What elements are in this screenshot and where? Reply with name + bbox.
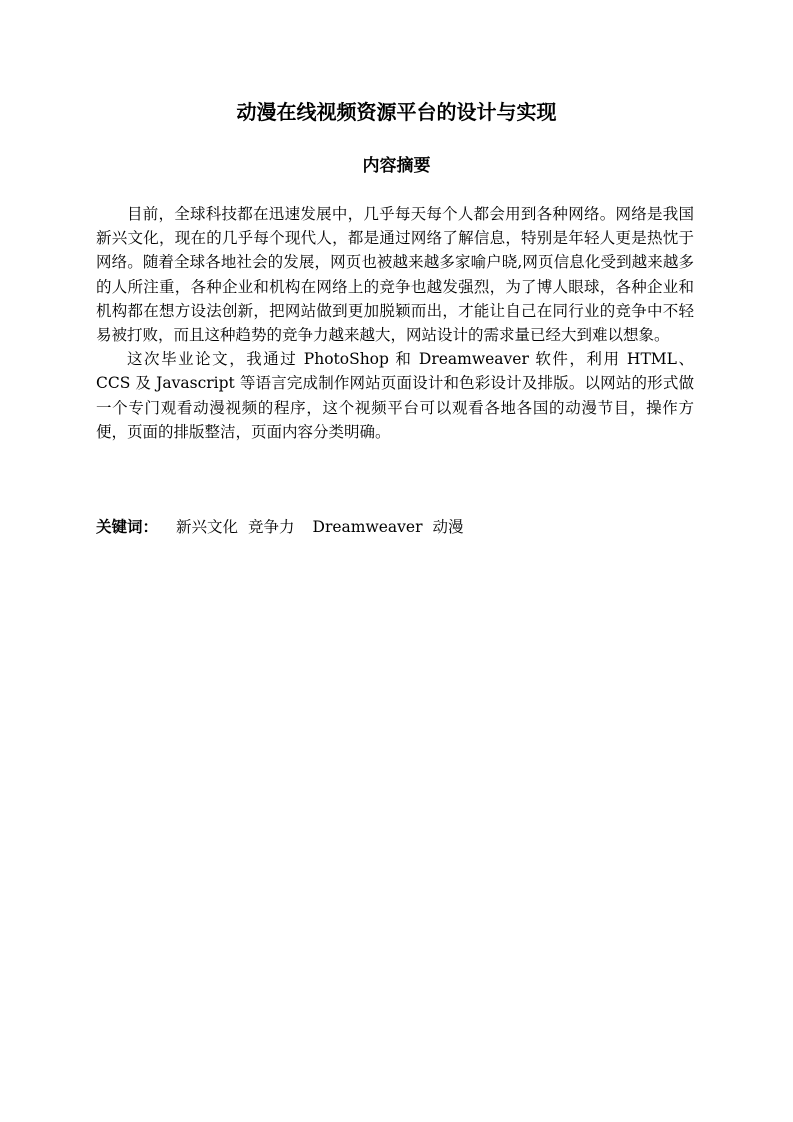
abstract-paragraph-2: 这次毕业论文，我通过 PhotoShop 和 Dreamweaver 软件，利用 HTML、CCS 及 Javascript 等语言完成制作网站页面设计和色彩设计及排版。以网站的形式做一个专门观看动漫视频的程序，这个视频平台可以观看各地各国的动漫节目，操作方便，页面的排版整洁，页面内容分类明确。 [96, 350, 694, 441]
abstract-body [96, 202, 694, 444]
keywords-label: 关键词： [96, 518, 159, 536]
document-title: 动漫在线视频资源平台的设计与实现 [236, 100, 557, 124]
keyword-item: 新兴文化 [176, 518, 239, 536]
keywords-line [96, 515, 474, 539]
keyword-item: Dreamweaver [312, 518, 423, 536]
abstract-paragraph-1: 目前，全球科技都在迅速发展中，几乎每天每个人都会用到各种网络。网络是我国新兴文化，现在的几乎每个现代人，都是通过网络了解信息，特别是年轻人更是热忱于网络。随着全球各地社会的发展，网页也被越来越多家喻户晓,网页信息化受到越来越多的人所注重，各种企业和机构在网络上的竞争也越发强烈，为了博人眼球，各种企业和机构都在想方设法创新，把网站做到更加脱颖而出，才能让自己在同行业的竞争中不轻易被打败，而且这种趋势的竞争力越来越大，网站设计的需求量已经大到难以想象。 [96, 205, 694, 345]
keyword-item: 竞争力 [248, 518, 295, 536]
keyword-item: 动漫 [432, 518, 464, 536]
abstract-heading: 内容摘要 [362, 156, 431, 176]
